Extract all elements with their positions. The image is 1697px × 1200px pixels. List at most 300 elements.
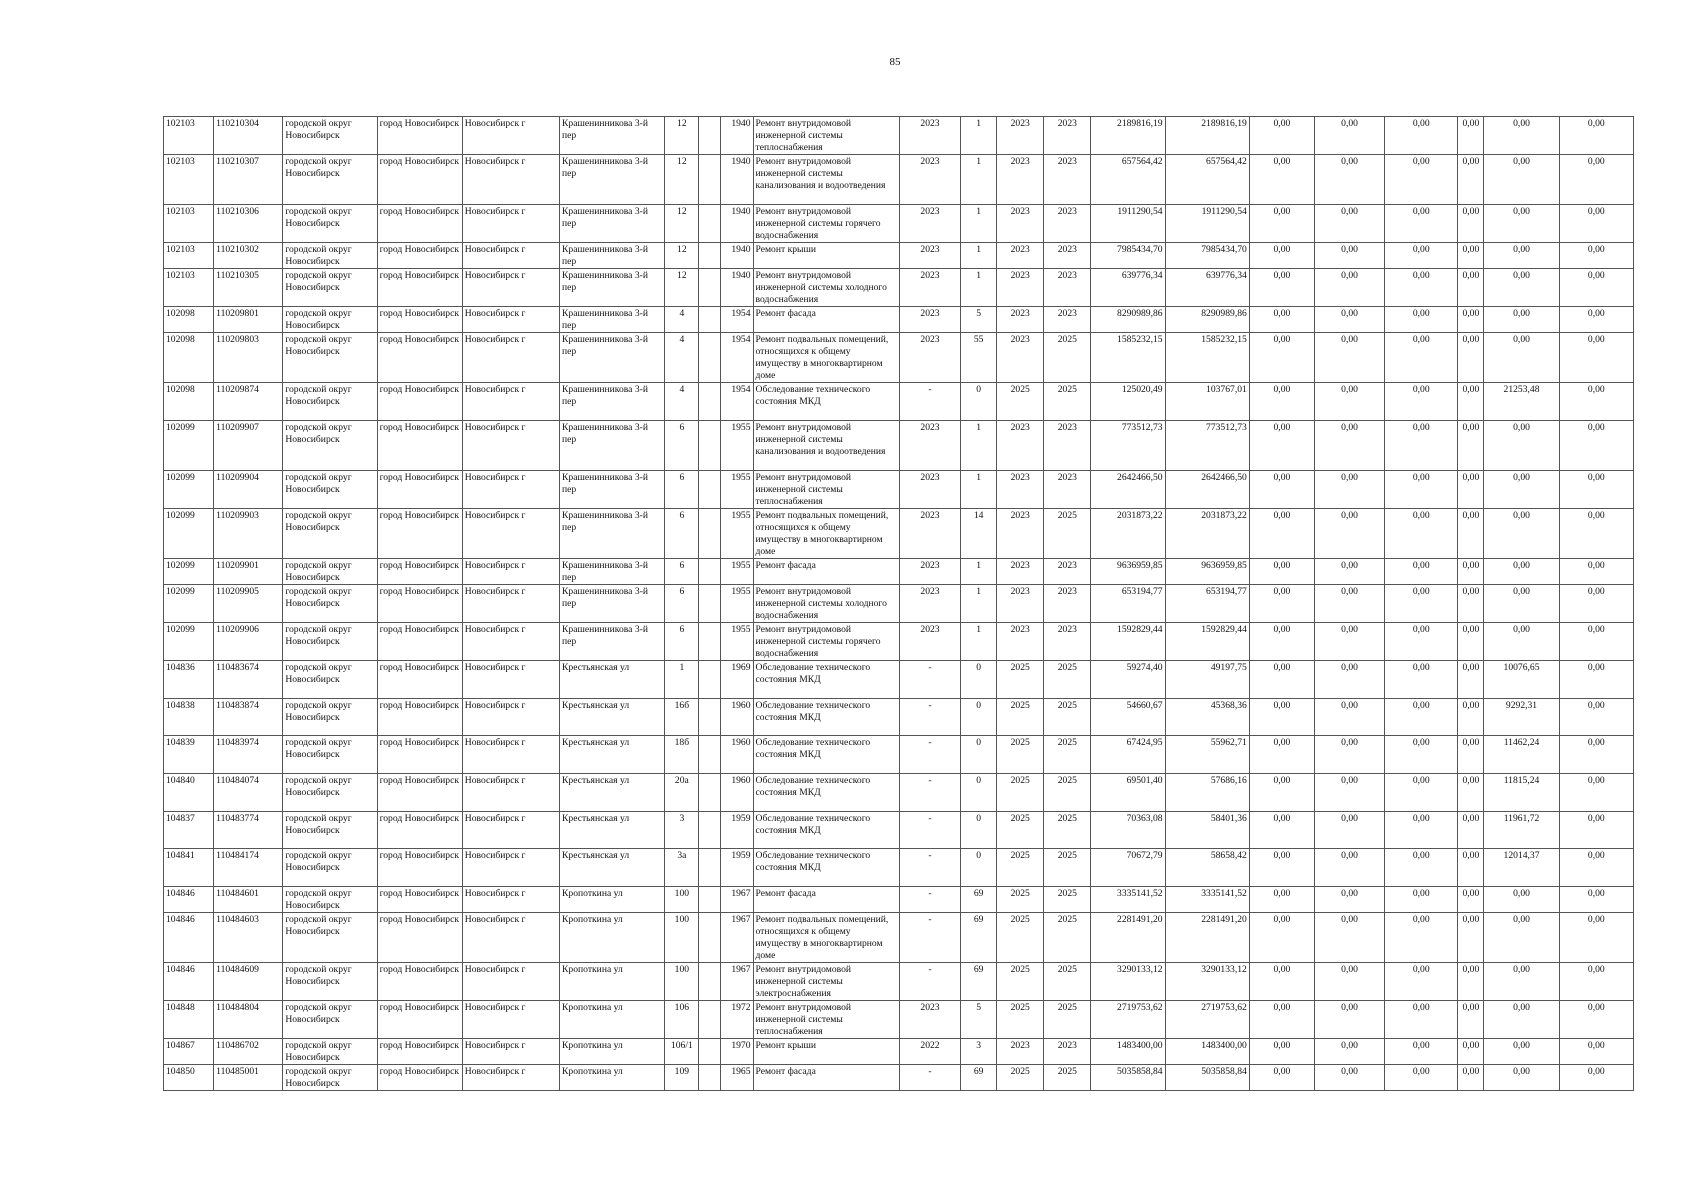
cell-house-id: 104841 — [164, 849, 214, 887]
cell-plan-year: - — [899, 774, 960, 812]
cell-end-year: 2025 — [1044, 774, 1091, 812]
cell-extra-cost: 0,00 — [1559, 155, 1633, 205]
cell-start-year: 2025 — [997, 887, 1044, 913]
cell-extra-cost: 0,00 — [1559, 243, 1633, 269]
cell-fund-cost: 2031873,22 — [1165, 509, 1249, 559]
cell-build-year: 1955 — [721, 471, 753, 509]
cell-owners-cost: 0,00 — [1484, 421, 1559, 471]
cell-district: городской округ Новосибирск — [283, 887, 377, 913]
cell-build-year: 1955 — [721, 421, 753, 471]
cell-local-cost: 0,00 — [1385, 623, 1458, 661]
cell-district: городской округ Новосибирск — [283, 269, 377, 307]
cell-federal-cost: 0,00 — [1249, 1001, 1314, 1039]
cell-street: Крашенинникова 3-й пер — [560, 585, 665, 623]
cell-work-id: 110484603 — [214, 913, 283, 963]
cell-build-year: 1955 — [721, 623, 753, 661]
cell-house-number: 6 — [665, 509, 699, 559]
cell-local-cost: 0,00 — [1385, 963, 1458, 1001]
cell-plan-year: - — [899, 887, 960, 913]
cell-street: Крестьянская ул — [560, 736, 665, 774]
cell-work-type: Ремонт внутридомовой инженерной системы теплоснабжения — [753, 1001, 899, 1039]
cell-district: городской округ Новосибирск — [283, 913, 377, 963]
cell-federal-cost: 0,00 — [1249, 155, 1314, 205]
cell-other-cost: 0,00 — [1458, 1039, 1484, 1065]
page-number: 85 — [889, 56, 901, 68]
cell-street: Кропоткина ул — [560, 1039, 665, 1065]
cell-settlement: город Новосибирск — [377, 509, 462, 559]
cell-regional-cost: 0,00 — [1314, 623, 1384, 661]
cell-house-number: 4 — [665, 383, 699, 421]
cell-total-cost: 2719753,62 — [1091, 1001, 1165, 1039]
cell-end-year: 2025 — [1044, 887, 1091, 913]
table-row — [164, 585, 1634, 623]
cell-start-year: 2023 — [997, 333, 1044, 383]
cell-wear-percent: 55 — [961, 333, 997, 383]
cell-extra-cost: 0,00 — [1559, 887, 1633, 913]
cell-building — [699, 699, 721, 736]
cell-owners-cost: 0,00 — [1484, 623, 1559, 661]
cell-start-year: 2025 — [997, 1001, 1044, 1039]
cell-other-cost: 0,00 — [1458, 913, 1484, 963]
cell-federal-cost: 0,00 — [1249, 117, 1314, 155]
cell-wear-percent: 1 — [961, 559, 997, 585]
cell-end-year: 2025 — [1044, 333, 1091, 383]
cell-work-type: Обследование технического состояния МКД — [753, 849, 899, 887]
cell-wear-percent: 0 — [961, 774, 997, 812]
table-row — [164, 1065, 1634, 1091]
cell-house-number: 18б — [665, 736, 699, 774]
cell-settlement: город Новосибирск — [377, 269, 462, 307]
cell-work-id: 110483674 — [214, 661, 283, 699]
cell-house-number: 12 — [665, 269, 699, 307]
cell-total-cost: 67424,95 — [1091, 736, 1165, 774]
cell-build-year: 1940 — [721, 155, 753, 205]
cell-district: городской округ Новосибирск — [283, 774, 377, 812]
cell-extra-cost: 0,00 — [1559, 623, 1633, 661]
cell-total-cost: 54660,67 — [1091, 699, 1165, 736]
cell-district: городской округ Новосибирск — [283, 333, 377, 383]
capital-repair-table — [163, 116, 1634, 1091]
cell-work-id: 110483874 — [214, 699, 283, 736]
cell-city: Новосибирск г — [462, 699, 559, 736]
cell-owners-cost: 11815,24 — [1484, 774, 1559, 812]
cell-start-year: 2025 — [997, 849, 1044, 887]
cell-federal-cost: 0,00 — [1249, 913, 1314, 963]
cell-work-type: Обследование технического состояния МКД — [753, 699, 899, 736]
cell-fund-cost: 55962,71 — [1165, 736, 1249, 774]
cell-regional-cost: 0,00 — [1314, 243, 1384, 269]
cell-house-number: 3 — [665, 812, 699, 849]
cell-plan-year: 2023 — [899, 623, 960, 661]
cell-wear-percent: 1 — [961, 471, 997, 509]
cell-city: Новосибирск г — [462, 333, 559, 383]
cell-other-cost: 0,00 — [1458, 509, 1484, 559]
table-row — [164, 243, 1634, 269]
cell-local-cost: 0,00 — [1385, 699, 1458, 736]
cell-building — [699, 269, 721, 307]
cell-fund-cost: 3335141,52 — [1165, 887, 1249, 913]
cell-total-cost: 773512,73 — [1091, 421, 1165, 471]
cell-wear-percent: 5 — [961, 1001, 997, 1039]
cell-work-type: Ремонт фасада — [753, 887, 899, 913]
cell-house-id: 102099 — [164, 509, 214, 559]
cell-house-number: 6 — [665, 421, 699, 471]
cell-building — [699, 774, 721, 812]
cell-plan-year: 2023 — [899, 585, 960, 623]
cell-wear-percent: 14 — [961, 509, 997, 559]
cell-building — [699, 736, 721, 774]
table-row — [164, 421, 1634, 471]
cell-local-cost: 0,00 — [1385, 913, 1458, 963]
cell-extra-cost: 0,00 — [1559, 812, 1633, 849]
cell-federal-cost: 0,00 — [1249, 509, 1314, 559]
cell-city: Новосибирск г — [462, 849, 559, 887]
cell-build-year: 1969 — [721, 661, 753, 699]
cell-owners-cost: 11462,24 — [1484, 736, 1559, 774]
cell-end-year: 2023 — [1044, 471, 1091, 509]
cell-house-id: 104836 — [164, 661, 214, 699]
cell-extra-cost: 0,00 — [1559, 963, 1633, 1001]
cell-extra-cost: 0,00 — [1559, 383, 1633, 421]
cell-other-cost: 0,00 — [1458, 243, 1484, 269]
cell-owners-cost: 0,00 — [1484, 559, 1559, 585]
cell-fund-cost: 1592829,44 — [1165, 623, 1249, 661]
cell-build-year: 1954 — [721, 383, 753, 421]
cell-wear-percent: 1 — [961, 155, 997, 205]
cell-owners-cost: 0,00 — [1484, 1001, 1559, 1039]
cell-end-year: 2025 — [1044, 1001, 1091, 1039]
cell-work-id: 110209904 — [214, 471, 283, 509]
cell-other-cost: 0,00 — [1458, 623, 1484, 661]
cell-settlement: город Новосибирск — [377, 243, 462, 269]
cell-street: Крестьянская ул — [560, 661, 665, 699]
cell-work-id: 110484601 — [214, 887, 283, 913]
cell-regional-cost: 0,00 — [1314, 1001, 1384, 1039]
cell-owners-cost: 12014,37 — [1484, 849, 1559, 887]
cell-start-year: 2025 — [997, 774, 1044, 812]
cell-plan-year: 2022 — [899, 1039, 960, 1065]
cell-fund-cost: 45368,36 — [1165, 699, 1249, 736]
cell-start-year: 2023 — [997, 1039, 1044, 1065]
cell-street: Кропоткина ул — [560, 1065, 665, 1091]
cell-other-cost: 0,00 — [1458, 774, 1484, 812]
cell-work-id: 110209874 — [214, 383, 283, 421]
cell-extra-cost: 0,00 — [1559, 205, 1633, 243]
cell-owners-cost: 0,00 — [1484, 585, 1559, 623]
cell-plan-year: - — [899, 913, 960, 963]
cell-fund-cost: 58401,36 — [1165, 812, 1249, 849]
cell-wear-percent: 0 — [961, 849, 997, 887]
cell-regional-cost: 0,00 — [1314, 333, 1384, 383]
cell-extra-cost: 0,00 — [1559, 1065, 1633, 1091]
cell-district: городской округ Новосибирск — [283, 1039, 377, 1065]
cell-regional-cost: 0,00 — [1314, 849, 1384, 887]
cell-start-year: 2023 — [997, 269, 1044, 307]
cell-regional-cost: 0,00 — [1314, 1039, 1384, 1065]
cell-federal-cost: 0,00 — [1249, 963, 1314, 1001]
cell-local-cost: 0,00 — [1385, 155, 1458, 205]
cell-city: Новосибирск г — [462, 205, 559, 243]
cell-work-type: Ремонт фасада — [753, 307, 899, 333]
cell-federal-cost: 0,00 — [1249, 849, 1314, 887]
cell-build-year: 1967 — [721, 963, 753, 1001]
cell-total-cost: 3290133,12 — [1091, 963, 1165, 1001]
cell-house-number: 1 — [665, 661, 699, 699]
cell-city: Новосибирск г — [462, 421, 559, 471]
cell-build-year: 1972 — [721, 1001, 753, 1039]
cell-end-year: 2025 — [1044, 1065, 1091, 1091]
table-row — [164, 1001, 1634, 1039]
cell-house-number: 20а — [665, 774, 699, 812]
cell-street: Крашенинникова 3-й пер — [560, 333, 665, 383]
cell-wear-percent: 69 — [961, 1065, 997, 1091]
cell-work-type: Ремонт подвальных помещений, относящихся к общему имуществу в многоквартирном доме — [753, 509, 899, 559]
cell-owners-cost: 0,00 — [1484, 333, 1559, 383]
cell-street: Крестьянская ул — [560, 699, 665, 736]
cell-fund-cost: 8290989,86 — [1165, 307, 1249, 333]
cell-house-number: 12 — [665, 243, 699, 269]
cell-district: городской округ Новосибирск — [283, 585, 377, 623]
table-row — [164, 812, 1634, 849]
cell-other-cost: 0,00 — [1458, 471, 1484, 509]
cell-settlement: город Новосибирск — [377, 887, 462, 913]
cell-federal-cost: 0,00 — [1249, 774, 1314, 812]
cell-owners-cost: 0,00 — [1484, 963, 1559, 1001]
cell-settlement: город Новосибирск — [377, 699, 462, 736]
cell-building — [699, 243, 721, 269]
cell-end-year: 2023 — [1044, 559, 1091, 585]
cell-build-year: 1955 — [721, 585, 753, 623]
cell-house-id: 102099 — [164, 623, 214, 661]
cell-street: Крестьянская ул — [560, 774, 665, 812]
cell-federal-cost: 0,00 — [1249, 243, 1314, 269]
cell-regional-cost: 0,00 — [1314, 913, 1384, 963]
cell-plan-year: 2023 — [899, 155, 960, 205]
cell-wear-percent: 0 — [961, 812, 997, 849]
cell-total-cost: 9636959,85 — [1091, 559, 1165, 585]
cell-local-cost: 0,00 — [1385, 1039, 1458, 1065]
cell-owners-cost: 0,00 — [1484, 1065, 1559, 1091]
cell-total-cost: 59274,40 — [1091, 661, 1165, 699]
cell-local-cost: 0,00 — [1385, 1001, 1458, 1039]
cell-fund-cost: 653194,77 — [1165, 585, 1249, 623]
cell-house-number: 16б — [665, 699, 699, 736]
cell-fund-cost: 58658,42 — [1165, 849, 1249, 887]
cell-federal-cost: 0,00 — [1249, 333, 1314, 383]
cell-street: Кропоткина ул — [560, 913, 665, 963]
cell-total-cost: 7985434,70 — [1091, 243, 1165, 269]
cell-settlement: город Новосибирск — [377, 383, 462, 421]
cell-work-id: 110484609 — [214, 963, 283, 1001]
cell-wear-percent: 1 — [961, 243, 997, 269]
cell-work-id: 110210302 — [214, 243, 283, 269]
cell-house-number: 6 — [665, 559, 699, 585]
cell-city: Новосибирск г — [462, 383, 559, 421]
cell-build-year: 1940 — [721, 269, 753, 307]
cell-local-cost: 0,00 — [1385, 205, 1458, 243]
cell-local-cost: 0,00 — [1385, 117, 1458, 155]
cell-owners-cost: 0,00 — [1484, 243, 1559, 269]
cell-street: Крестьянская ул — [560, 812, 665, 849]
cell-extra-cost: 0,00 — [1559, 585, 1633, 623]
cell-building — [699, 155, 721, 205]
cell-building — [699, 1039, 721, 1065]
cell-build-year: 1965 — [721, 1065, 753, 1091]
cell-wear-percent: 0 — [961, 736, 997, 774]
cell-building — [699, 661, 721, 699]
cell-build-year: 1955 — [721, 559, 753, 585]
cell-federal-cost: 0,00 — [1249, 661, 1314, 699]
cell-federal-cost: 0,00 — [1249, 205, 1314, 243]
cell-other-cost: 0,00 — [1458, 887, 1484, 913]
cell-end-year: 2023 — [1044, 307, 1091, 333]
cell-fund-cost: 5035858,84 — [1165, 1065, 1249, 1091]
cell-federal-cost: 0,00 — [1249, 736, 1314, 774]
cell-owners-cost: 9292,31 — [1484, 699, 1559, 736]
cell-settlement: город Новосибирск — [377, 559, 462, 585]
cell-federal-cost: 0,00 — [1249, 1065, 1314, 1091]
cell-wear-percent: 1 — [961, 117, 997, 155]
cell-settlement: город Новосибирск — [377, 1039, 462, 1065]
cell-end-year: 2025 — [1044, 736, 1091, 774]
cell-end-year: 2025 — [1044, 383, 1091, 421]
cell-street: Кропоткина ул — [560, 963, 665, 1001]
cell-district: городской округ Новосибирск — [283, 117, 377, 155]
cell-other-cost: 0,00 — [1458, 699, 1484, 736]
cell-district: городской округ Новосибирск — [283, 205, 377, 243]
cell-house-id: 104840 — [164, 774, 214, 812]
cell-house-number: 109 — [665, 1065, 699, 1091]
cell-end-year: 2025 — [1044, 509, 1091, 559]
cell-total-cost: 70672,79 — [1091, 849, 1165, 887]
cell-extra-cost: 0,00 — [1559, 1039, 1633, 1065]
cell-regional-cost: 0,00 — [1314, 117, 1384, 155]
cell-building — [699, 887, 721, 913]
cell-end-year: 2025 — [1044, 661, 1091, 699]
cell-other-cost: 0,00 — [1458, 812, 1484, 849]
cell-other-cost: 0,00 — [1458, 155, 1484, 205]
cell-total-cost: 1585232,15 — [1091, 333, 1165, 383]
cell-regional-cost: 0,00 — [1314, 155, 1384, 205]
cell-build-year: 1960 — [721, 774, 753, 812]
cell-total-cost: 8290989,86 — [1091, 307, 1165, 333]
cell-plan-year: 2023 — [899, 205, 960, 243]
cell-fund-cost: 2189816,19 — [1165, 117, 1249, 155]
cell-city: Новосибирск г — [462, 736, 559, 774]
cell-work-id: 110483974 — [214, 736, 283, 774]
cell-settlement: город Новосибирск — [377, 661, 462, 699]
cell-street: Крашенинникова 3-й пер — [560, 307, 665, 333]
cell-extra-cost: 0,00 — [1559, 307, 1633, 333]
cell-extra-cost: 0,00 — [1559, 421, 1633, 471]
cell-plan-year: 2023 — [899, 421, 960, 471]
cell-settlement: город Новосибирск — [377, 963, 462, 1001]
cell-build-year: 1970 — [721, 1039, 753, 1065]
cell-work-type: Ремонт подвальных помещений, относящихся к общему имуществу в многоквартирном доме — [753, 913, 899, 963]
cell-work-type: Обследование технического состояния МКД — [753, 774, 899, 812]
table-body — [164, 117, 1634, 1091]
cell-work-type: Ремонт внутридомовой инженерной системы горячего водоснабжения — [753, 623, 899, 661]
cell-total-cost: 653194,77 — [1091, 585, 1165, 623]
cell-start-year: 2025 — [997, 812, 1044, 849]
cell-plan-year: - — [899, 661, 960, 699]
cell-work-id: 110483774 — [214, 812, 283, 849]
cell-city: Новосибирск г — [462, 1001, 559, 1039]
cell-plan-year: - — [899, 849, 960, 887]
cell-district: городской округ Новосибирск — [283, 661, 377, 699]
cell-street: Крашенинникова 3-й пер — [560, 117, 665, 155]
cell-regional-cost: 0,00 — [1314, 661, 1384, 699]
cell-city: Новосибирск г — [462, 887, 559, 913]
cell-house-id: 104867 — [164, 1039, 214, 1065]
cell-street: Крашенинникова 3-й пер — [560, 421, 665, 471]
table-row — [164, 117, 1634, 155]
cell-house-id: 102099 — [164, 421, 214, 471]
cell-start-year: 2023 — [997, 117, 1044, 155]
cell-extra-cost: 0,00 — [1559, 509, 1633, 559]
cell-start-year: 2025 — [997, 913, 1044, 963]
cell-end-year: 2023 — [1044, 205, 1091, 243]
table-row — [164, 774, 1634, 812]
cell-other-cost: 0,00 — [1458, 205, 1484, 243]
cell-end-year: 2025 — [1044, 699, 1091, 736]
cell-end-year: 2023 — [1044, 421, 1091, 471]
cell-work-id: 110209905 — [214, 585, 283, 623]
cell-plan-year: 2023 — [899, 509, 960, 559]
cell-wear-percent: 1 — [961, 269, 997, 307]
cell-house-number: 3а — [665, 849, 699, 887]
cell-street: Крашенинникова 3-й пер — [560, 623, 665, 661]
cell-settlement: город Новосибирск — [377, 1001, 462, 1039]
cell-city: Новосибирск г — [462, 963, 559, 1001]
cell-start-year: 2023 — [997, 243, 1044, 269]
cell-work-type: Ремонт подвальных помещений, относящихся к общему имуществу в многоквартирном доме — [753, 333, 899, 383]
cell-house-id: 104850 — [164, 1065, 214, 1091]
cell-work-type: Ремонт крыши — [753, 243, 899, 269]
cell-building — [699, 1065, 721, 1091]
cell-start-year: 2025 — [997, 736, 1044, 774]
cell-house-id: 102099 — [164, 559, 214, 585]
cell-house-number: 106/1 — [665, 1039, 699, 1065]
cell-owners-cost: 0,00 — [1484, 269, 1559, 307]
cell-street: Крестьянская ул — [560, 849, 665, 887]
cell-local-cost: 0,00 — [1385, 774, 1458, 812]
cell-total-cost: 1483400,00 — [1091, 1039, 1165, 1065]
cell-district: городской округ Новосибирск — [283, 559, 377, 585]
cell-work-id: 110210305 — [214, 269, 283, 307]
cell-house-id: 102103 — [164, 243, 214, 269]
cell-house-id: 104848 — [164, 1001, 214, 1039]
cell-total-cost: 1592829,44 — [1091, 623, 1165, 661]
cell-regional-cost: 0,00 — [1314, 699, 1384, 736]
table-row — [164, 471, 1634, 509]
table-row — [164, 1039, 1634, 1065]
cell-local-cost: 0,00 — [1385, 1065, 1458, 1091]
cell-plan-year: 2023 — [899, 1001, 960, 1039]
cell-settlement: город Новосибирск — [377, 421, 462, 471]
cell-owners-cost: 0,00 — [1484, 509, 1559, 559]
cell-house-id: 102098 — [164, 307, 214, 333]
cell-start-year: 2025 — [997, 699, 1044, 736]
cell-work-type: Обследование технического состояния МКД — [753, 661, 899, 699]
cell-work-id: 110484804 — [214, 1001, 283, 1039]
cell-work-type: Обследование технического состояния МКД — [753, 736, 899, 774]
cell-building — [699, 623, 721, 661]
cell-house-id: 102103 — [164, 205, 214, 243]
cell-federal-cost: 0,00 — [1249, 471, 1314, 509]
cell-regional-cost: 0,00 — [1314, 812, 1384, 849]
cell-work-type: Ремонт внутридомовой инженерной системы теплоснабжения — [753, 117, 899, 155]
